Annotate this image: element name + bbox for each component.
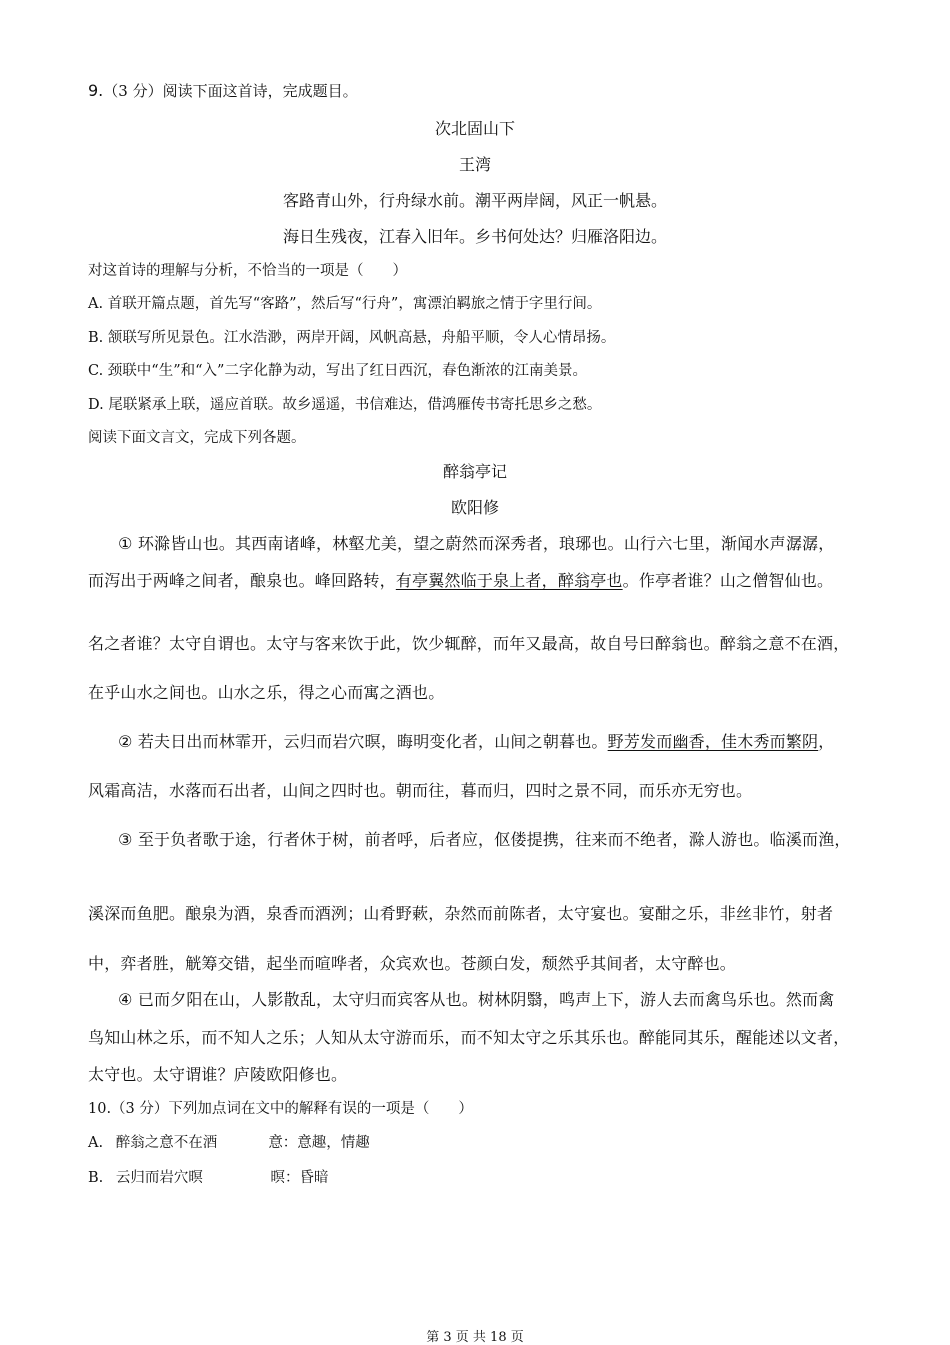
text-segment: ， (818, 732, 835, 751)
option-letter: B. (88, 1170, 104, 1186)
paragraph-3-line-3: 中，弈者胜，觥筹交错，起坐而喧哗者，众宾欢也。苍颜白发，颓然乎其间者，太守醉也。 (88, 954, 737, 973)
poem-line-2: 海日生残夜，江春入旧年。乡书何处达？归雁洛阳边。 (282, 227, 667, 246)
option-gloss: 意：意趣，情趣 (268, 1135, 370, 1151)
page-footer: 第 3 页 共 18 页 (426, 1330, 524, 1345)
paragraph-2-line-1 (118, 729, 834, 752)
option-gloss: 暝：昏暗 (270, 1170, 329, 1186)
question-9-prompt: 对这首诗的理解与分析，不恰当的一项是（ ） (88, 263, 407, 279)
question-9-header (88, 80, 358, 101)
paragraph-2-line-2: 风霜高洁，水落而石出者，山间之四时也。朝而往，暮而归，四时之景不同，而乐亦无穷也。 (88, 781, 753, 800)
paragraph-4-line-2: 鸟知山林之乐，而不知人之乐；人知从太守游而乐，而不知太守之乐其乐也。醉能同其乐，醒能述以文者， (88, 1028, 850, 1047)
passage-title: 醉翁亭记 (442, 462, 507, 481)
option-c: C. 颈联中“生”和“入”二字化静为动，写出了红日西沉，春色渐浓的江南美景。 (88, 363, 587, 379)
option-phrase: 醉翁之意不在酒 (115, 1135, 218, 1151)
paragraph-4-line-3: 太守也。太守谓谁？庐陵欧阳修也。 (88, 1065, 348, 1084)
option-letter: A. (88, 1135, 104, 1151)
question-number: 9. (88, 81, 104, 100)
question-stem: （3 分）阅读下面这首诗，完成题目。 (103, 82, 358, 100)
q10-option-a (88, 1131, 370, 1152)
passage-intro: 阅读下面文言文，完成下列各题。 (88, 430, 306, 446)
option-phrase: 云归而岩穴暝 (115, 1170, 203, 1186)
paragraph-3-line-1: ③ 至于负者歌于途，行者休于树，前者呼，后者应，伛偻提携，往来而不绝者，滁人游也。临溪而渔， (118, 830, 851, 849)
paragraph-4-line-1: ④ 已而夕阳在山，人影散乱，太守归而宾客从也。树林阴翳，鸣声上下，游人去而禽鸟乐也。然而禽 (118, 990, 835, 1009)
poem-author: 王湾 (458, 155, 491, 174)
poem-line-1: 客路青山外，行舟绿水前。潮平两岸阔，风正一帆悬。 (282, 191, 667, 210)
passage-author: 欧阳修 (450, 498, 499, 517)
underlined-sentence: 有亭翼然临于泉上者，醉翁亭也 (395, 571, 623, 590)
paragraph-1-line-1: ① 环滁皆山也。其西南诸峰，林壑尤美，望之蔚然而深秀者，琅琊也。山行六七里，渐闻水声潺潺， (118, 534, 835, 553)
text-segment: ② 若夫日出而林霏开，云归而岩穴暝，晦明变化者，山间之朝暮也。 (118, 732, 608, 751)
paragraph-3-line-2: 溪深而鱼肥。酿泉为酒，泉香而酒洌；山肴野蔌，杂然而前陈者，太守宴也。宴酣之乐，非丝非竹，射者 (88, 904, 834, 923)
option-a: A. 首联开篇点题，首先写“客路”，然后写“行舟”，寓漂泊羁旅之情于字里行间。 (88, 296, 602, 312)
text-segment: 而泻出于两峰之间者，酿泉也。峰回路转， (88, 571, 396, 590)
paragraph-1-line-3: 名之者谁？太守自谓也。太守与客来饮于此，饮少辄醉，而年又最高，故自号曰醉翁也。醉翁之意不在酒， (88, 634, 850, 653)
option-b: B. 颔联写所见景色。江水浩渺，两岸开阔，风帆高悬，舟船平顺，令人心情昂扬。 (88, 330, 616, 346)
poem-title: 次北固山下 (434, 119, 515, 138)
text-segment: 。作亭者谁？山之僧智仙也。 (622, 571, 834, 590)
q10-option-b (88, 1166, 328, 1187)
paragraph-1-line-4: 在乎山水之间也。山水之乐，得之心而寓之酒也。 (88, 683, 445, 702)
underlined-sentence: 野芳发而幽香，佳木秀而繁阴 (607, 732, 819, 751)
question-10-stem: 10.（3 分）下列加点词在文中的解释有误的一项是（ ） (88, 1101, 473, 1117)
option-d: D. 尾联紧承上联，遥应首联。故乡遥遥，书信难达，借鸿雁传书寄托思乡之愁。 (88, 397, 602, 413)
paragraph-1-line-2 (88, 568, 833, 591)
